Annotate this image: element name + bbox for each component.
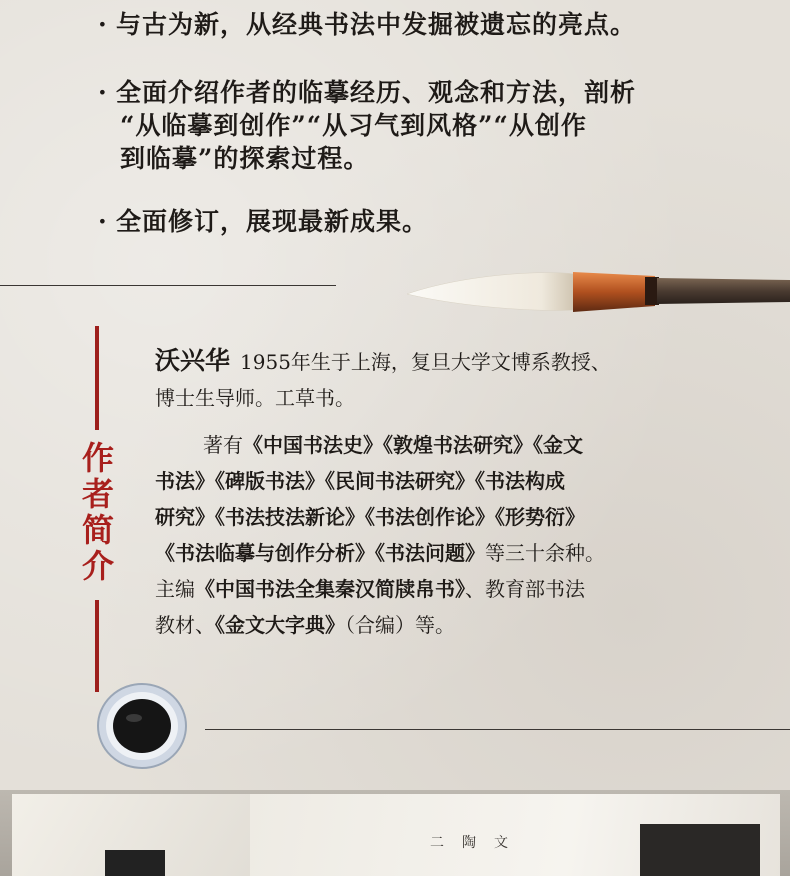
section-title: 作 者 简 介 xyxy=(81,439,114,585)
author-name: 沃兴华 xyxy=(155,346,231,375)
bullet-dot: · xyxy=(98,207,108,236)
calligraphy-brush-icon xyxy=(405,262,790,322)
highlight-3 xyxy=(98,205,718,238)
author-works: 著有《中国书法史》《敦煌书法研究》《金文 书法》《碑版书法》《民间书法研究》《书法构成 研究》《书法技法新论》《书法创作论》《形势衍》 《书法临摹与创作分析》《书法问题》等三十余种。 主编《中国书法全集秦汉简牍帛书》、教育部书法 教材、《金文大字典》（合编）等。 xyxy=(155,433,605,637)
inkstone-icon xyxy=(96,680,188,772)
book-photo xyxy=(0,790,790,876)
rubbing-image xyxy=(105,850,165,876)
author-bio-line-2: 博士生导师。工草书。 xyxy=(155,386,355,410)
highlight-3-line-1: 全面修订，展现最新成果。 xyxy=(116,207,429,236)
author-bio-line-1: 1955年生于上海，复旦大学文博系教授、 xyxy=(240,350,611,374)
author-bio xyxy=(155,343,611,416)
book-page-header: 二陶文 xyxy=(430,835,526,851)
divider-bottom xyxy=(205,729,790,730)
highlight-1 xyxy=(98,8,718,41)
bullet-dot: · xyxy=(98,78,108,107)
bullet-dot: · xyxy=(98,10,108,39)
section-line-bottom xyxy=(95,600,99,692)
highlight-2-line-2: “从临摹到创作”“从习气到风格”“从创作 xyxy=(120,111,587,140)
highlight-2-line-3: 到临摹”的探索过程。 xyxy=(120,144,370,173)
divider-top xyxy=(0,285,336,286)
rubbing-image xyxy=(640,824,760,876)
section-line-top xyxy=(95,326,99,430)
highlight-1-line-1: 与古为新，从经典书法中发掘被遗忘的亮点。 xyxy=(116,10,637,39)
highlight-2 xyxy=(98,76,718,175)
highlight-2-line-1: 全面介绍作者的临摹经历、观念和方法，剖析 xyxy=(116,78,637,107)
